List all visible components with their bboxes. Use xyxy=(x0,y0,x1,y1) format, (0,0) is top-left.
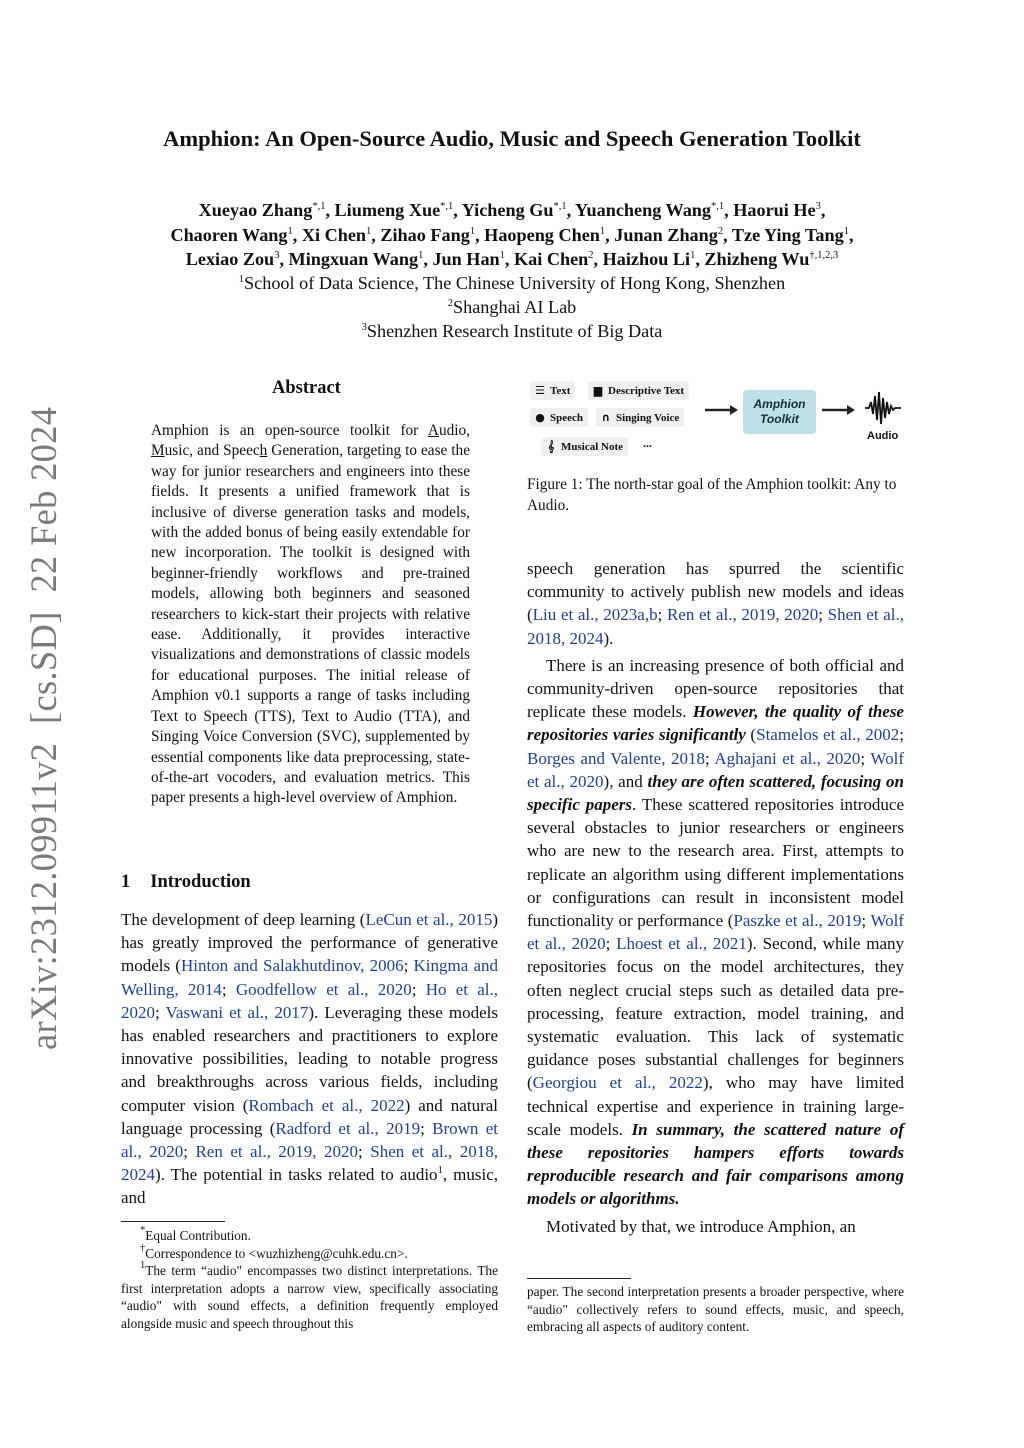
paragraph: speech generation has spurred the scientific community to actively publish new models and ideas (Liu et al., 2023a,b; Ren et al., 2019, 2020; Shen et al., 2018, 2024). xyxy=(527,559,905,648)
input-chip-descriptive-text: ▆ Descriptive Text xyxy=(588,381,689,400)
author-name: Tze Ying Tang xyxy=(731,224,844,245)
author-name: Kai Chen xyxy=(514,249,589,269)
affiliation-mark: 2 xyxy=(447,298,453,309)
author-name: Junan Zhang xyxy=(614,224,718,245)
citation-link[interactable]: Ho et al., 2020 xyxy=(121,979,498,1022)
citation-link[interactable]: LeCun et al., 2015 xyxy=(365,910,493,929)
author-affiliation-mark: *,1 xyxy=(553,201,567,212)
author-name: Lexiao Zou xyxy=(185,249,275,269)
more-inputs-ellipsis: ... xyxy=(643,436,652,450)
affiliation-text: Shenzhen Research Institute of Big Data xyxy=(366,321,663,341)
citation-link[interactable]: Hinton and Salakhutdinov, 2006 xyxy=(180,956,404,976)
author-name: Haorui He xyxy=(733,200,816,220)
text-lines-icon: ☰ xyxy=(535,384,545,397)
footnote-divider xyxy=(527,1278,631,1279)
paper-title: Amphion: An Open-Source Audio, Music and Speech Generation Toolkit xyxy=(163,126,861,151)
arxiv-stamp[interactable]: arXiv:2312.09911v2 [cs.SD] 22 Feb 2024 xyxy=(23,406,64,1050)
author-affiliation-mark: *,1 xyxy=(440,201,454,212)
section-heading-introduction: 1 Introduction xyxy=(121,872,251,892)
author-list: Xueyao Zhang$^{*,1}$, Liumeng Xue$^{*,1}$, Yicheng $Gu^{*,1}$, Yuancheng Wang$^{*,1}$, Haorui He$^3$, Chaoren Wang$^1$, Xi Chen$^1$, Zihao Fang$^1$, Haopeng Chen$^1$, Junan Zhang$^2$, Tze Ying Tang$^1$, Lexiao Zou$^3$, Mingxuan Wang$^1$, Jun Han$^1$, Kai Chen$^2$, Haizhou Li$^1$, Zhizheng $Wu^{\dagger,1,2,3}$ xyxy=(170,200,854,269)
citation-link[interactable]: Aghajani et al., 2020 xyxy=(714,748,861,768)
input-chip-singing-voice: ∩ Singing Voice xyxy=(596,408,684,427)
treble-clef-icon: 𝄞 xyxy=(547,440,555,453)
citation-link[interactable]: Stamelos et al., 2002 xyxy=(756,725,900,745)
citation-link[interactable]: Wolf et al., 2020 xyxy=(527,911,905,954)
citation-link[interactable]: Kingma and Welling, 2014 xyxy=(121,956,498,999)
author-name: Jun Han xyxy=(432,249,500,269)
author-affiliation-mark: *,1 xyxy=(711,201,725,212)
citation-link[interactable]: Georgiou et al., 2022 xyxy=(532,1073,703,1093)
input-chip-speech: ● Speech xyxy=(530,408,588,427)
author-name: Liumeng Xue xyxy=(334,200,441,220)
author-name: Yuancheng Wang xyxy=(575,200,712,220)
author-affiliation-mark: 1 xyxy=(499,250,505,261)
footnote-correspondence: †Correspondence to <wuzhizheng@cuhk.edu.cn>. xyxy=(140,1242,408,1261)
author-affiliation-mark: †,1,2,3 xyxy=(809,250,839,261)
abstract-text: Amphion is an open-source toolkit for Audio, Music, and Speech Generation, targeting to ease the way for junior researchers and engineers into these fields. It presents a unified framework that is inclusive of diverse generation tasks and models, with the added bonus of being easily extendable for new incorporation. The toolkit is designed with beginner-friendly workflows and pre-trained models, allowing both beginners and seasoned researchers to kick-start their projects with relative ease. Additionally, it provides interactive visualizations and demonstrations of classic models for educational purposes. The initial release of Amphion v0.1 supports a range of tasks including Text to Speech (TTS), Text to Audio (TTA), and Singing Voice Conversion (SVC), supplemented by essential components like data preprocessing, state-of-the-art vocoders, and evaluation metrics. This paper presents a high-level overview of Amphion. xyxy=(151,422,470,807)
affiliation-list xyxy=(100,271,924,343)
author-affiliation-mark: 2 xyxy=(717,225,724,237)
citation-link[interactable]: Vaswani et al., 2017 xyxy=(165,1002,309,1022)
citation-link[interactable]: Liu et al., 2023a,b xyxy=(532,605,658,625)
citation-link[interactable]: Ren et al., 2019, 2020 xyxy=(666,605,819,625)
input-chip-musical-note: 𝄞 Musical Note xyxy=(541,437,628,456)
citation-link[interactable]: Shen et al., 2018, 2024 xyxy=(121,1142,498,1185)
footnote-mark[interactable]: 1 xyxy=(437,1165,443,1177)
audio-waveform-icon xyxy=(865,388,901,428)
footnotes-left xyxy=(121,1227,498,1332)
citation-link[interactable]: Lhoest et al., 2021 xyxy=(616,934,747,954)
author-name: Zhizheng Wu xyxy=(704,249,810,269)
citation-link[interactable]: Paszke et al., 2019 xyxy=(733,911,862,931)
author-affiliation-mark: 3 xyxy=(815,201,821,212)
footnote-continuation: paper. The second interpretation presents a broader perspective, where “audio" collectively refers to sound effects, music, and speech, embracing all aspects of auditory content. xyxy=(527,1284,904,1334)
arrow-right-icon xyxy=(705,404,739,416)
figure-1 xyxy=(527,378,907,464)
author-affiliation-mark: 1 xyxy=(287,225,293,237)
author-affiliation-mark: 3 xyxy=(274,250,280,261)
headphones-icon: ∩ xyxy=(601,411,611,424)
input-chip-text: ☰ Text xyxy=(530,381,575,400)
author-affiliation-mark: 2 xyxy=(588,250,594,261)
author-name: Xi Chen xyxy=(301,224,367,245)
author-affiliation-mark: 1 xyxy=(366,225,372,237)
abstract-heading: Abstract xyxy=(272,378,341,398)
author-affiliation-mark: 1 xyxy=(599,225,606,237)
intro-paragraph-left: The development of deep learning (LeCun et al., 2015) has greatly improved the performance of generative models (Hinton and Salakhutdinov, 2006; Kingma and Welling, 2014; Goodfellow et al., 2020; Ho et al., 2020; Vaswani et al., 2017). Leveraging these models has enabled researchers and practitioners to explore innovative possibilities, leading to notable progress and breakthroughs across various fields, including computer vision (Rombach et al., 2022) and natural language processing (Radford et al., 2019; Brown et al., 2020; Ren et al., 2019, 2020; Shen et al., 2018, 2024). The potential in tasks related to audio$^1$, music, and xyxy=(121,910,499,1208)
author-name: Xueyao Zhang xyxy=(198,200,313,220)
affiliation-text: School of Data Science, The Chinese University of Hong Kong, Shenzhen xyxy=(244,273,786,293)
arrow-right-icon xyxy=(822,404,856,416)
author-name: Zihao Fang xyxy=(380,224,470,245)
affiliation-text: Shanghai AI Lab xyxy=(453,297,577,317)
author-affiliation-mark: 1 xyxy=(690,250,696,261)
footnote-equal-contribution: *Equal Contribution. xyxy=(140,1225,251,1243)
intro-paragraph-right xyxy=(527,557,904,1238)
citation-link[interactable]: Brown et al., 2020 xyxy=(121,1118,498,1162)
author-name: Mingxuan Wang xyxy=(288,249,419,269)
figure-caption: Figure 1: The north-star goal of the Amphion toolkit: Any to Audio. xyxy=(527,476,897,514)
paragraph: There is an increasing presence of both official and community-driven open-source repositories that replicate these models. However, the quality of these repositories varies significantly (Stamelos et al., 2002; Borges and Valente, 2018; Aghajani et al., 2020; Wolf et al., 2020), and they are often scattered, focusing on specific papers. These scattered repositories introduce several obstacles to junior researchers or engineers who are new to the research area. First, attempts to replicate an algorithm using different implementations or configurations can result in inconsistent model functionality or performance (Paszke et al., 2019; Wolf et al., 2020; Lhoest et al., 2021). Second, while many repositories focus on the model architectures, they often neglect crucial steps such as detailed data pre-processing, feature extraction, model training, and systematic evaluation. This lack of systematic guidance poses substantial challenges for beginners (Georgiou et al., 2022), who may have limited technical expertise and experience in training large-scale models. In summary, the scattered nature of these repositories hampers efforts towards reproducible research and fair comparisons among models or algorithms. xyxy=(527,655,905,1209)
affiliation xyxy=(100,271,924,295)
author-name: Yicheng Gu xyxy=(461,200,554,220)
affiliation xyxy=(100,295,924,319)
citation-link[interactable]: Wolf et al., 2020 xyxy=(527,748,904,791)
citation-link[interactable]: Goodfellow et al., 2020 xyxy=(235,979,412,999)
citation-link[interactable]: Rombach et al., 2022 xyxy=(248,1095,405,1115)
citation-link[interactable]: Borges and Valente, 2018 xyxy=(527,748,706,768)
microphone-icon: ● xyxy=(535,411,545,424)
citation-link[interactable]: Radford et al., 2019 xyxy=(275,1118,421,1138)
book-icon: ▆ xyxy=(593,384,603,397)
author-affiliation-mark: 1 xyxy=(418,250,424,261)
author-name: Haopeng Chen xyxy=(484,224,600,245)
footnote-audio-term: $^1$The term “audio" encompasses two distinct interpretations. The first interpretation adopts a narrow view, specifically associating “audio" with sound effects, a definition frequently employed alongside music and speech throughout this xyxy=(121,1260,498,1331)
paragraph: Motivated by that, we introduce Amphion, an xyxy=(546,1216,856,1236)
affiliation xyxy=(100,319,924,343)
author-affiliation-mark: *,1 xyxy=(312,201,326,212)
footnote-divider xyxy=(121,1221,225,1222)
affiliation-mark: 1 xyxy=(238,274,245,285)
amphion-toolkit-box: Amphion Toolkit xyxy=(743,390,816,434)
citation-link[interactable]: Ren et al., 2019, 2020 xyxy=(195,1142,359,1162)
author-affiliation-mark: 1 xyxy=(843,225,849,237)
author-affiliation-mark: 1 xyxy=(469,225,476,237)
author-name: Chaoren Wang xyxy=(170,224,288,245)
author-name: Haizhou Li xyxy=(602,249,691,269)
audio-output-label: Audio xyxy=(867,430,899,442)
citation-link[interactable]: Shen et al., 2018, 2024 xyxy=(527,605,905,648)
affiliation-mark: 3 xyxy=(361,322,367,333)
